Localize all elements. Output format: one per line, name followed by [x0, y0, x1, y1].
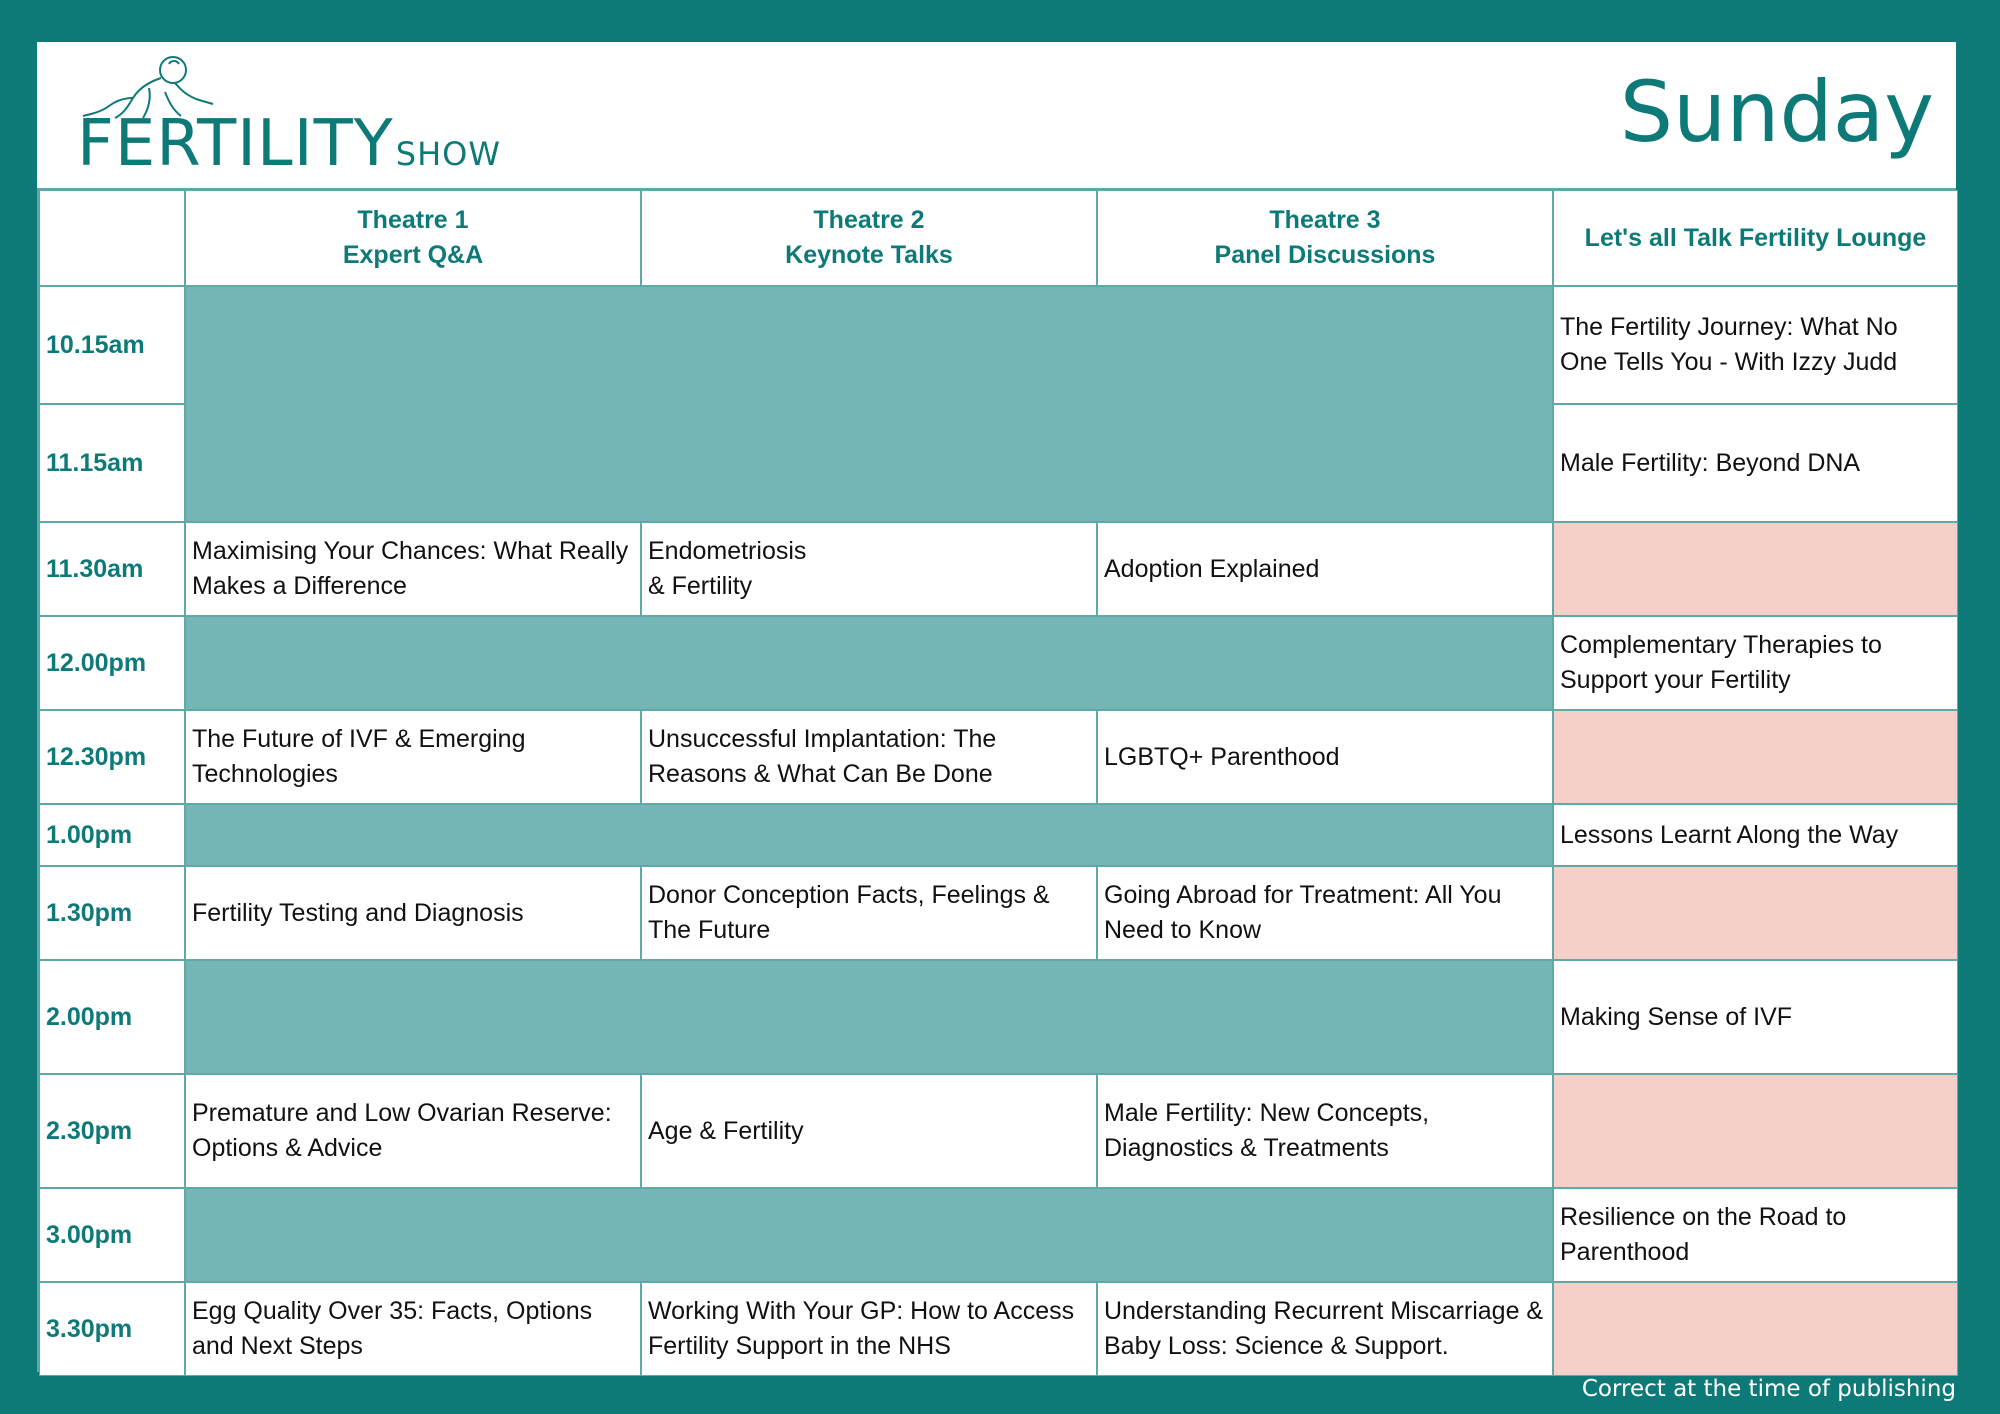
footer-note: Correct at the time of publishing: [1581, 1376, 1956, 1402]
logo-text: [77, 107, 501, 181]
schedule-table: [37, 188, 1956, 1372]
session-cell: Age & Fertility: [641, 1074, 1097, 1188]
session-cell: Adoption Explained: [1097, 522, 1553, 616]
empty-lounge-slot: [1553, 1282, 1958, 1376]
session-cell: LGBTQ+ Parenthood: [1097, 710, 1553, 804]
column-header-line1: Theatre 1: [357, 206, 469, 234]
no-sessions-block: [185, 960, 1553, 1074]
time-label: 11.15am: [39, 404, 185, 522]
time-label: 12.30pm: [39, 710, 185, 804]
column-header-theatre-2: [641, 190, 1097, 286]
column-header-lounge: Let's all Talk Fertility Lounge: [1553, 190, 1958, 286]
column-header-line2: Expert Q&A: [342, 241, 484, 269]
session-cell: Going Abroad for Treatment: All You Need to Know: [1097, 866, 1553, 960]
session-cell: The Fertility Journey: What No One Tells You - With Izzy Judd: [1553, 286, 1958, 404]
time-label: 2.30pm: [39, 1074, 185, 1188]
time-label: 12.00pm: [39, 616, 185, 710]
session-cell: Lessons Learnt Along the Way: [1553, 804, 1958, 866]
session-cell: Working With Your GP: How to Access Fertility Support in the NHS: [641, 1282, 1097, 1376]
no-sessions-block: [185, 616, 1553, 710]
session-cell: Fertility Testing and Diagnosis: [185, 866, 641, 960]
session-cell: [641, 522, 1097, 616]
session-cell: Male Fertility: Beyond DNA: [1553, 404, 1958, 522]
session-cell: Male Fertility: New Concepts, Diagnostics & Treatments: [1097, 1074, 1553, 1188]
column-header-theatre-3: [1097, 190, 1553, 286]
session-cell: Complementary Therapies to Support your Fertility: [1553, 616, 1958, 710]
session-title-line1: Endometriosis: [648, 537, 807, 565]
schedule-page: [37, 42, 1956, 1372]
session-cell: Premature and Low Ovarian Reserve: Options & Advice: [185, 1074, 641, 1188]
session-cell: Egg Quality Over 35: Facts, Options and Next Steps: [185, 1282, 641, 1376]
session-cell: Donor Conception Facts, Feelings & The Future: [641, 866, 1097, 960]
no-sessions-block: [185, 804, 1553, 866]
time-label: 3.00pm: [39, 1188, 185, 1282]
empty-lounge-slot: [1553, 1074, 1958, 1188]
fertility-show-logo: [77, 52, 501, 182]
no-sessions-block: [185, 1188, 1553, 1282]
time-label: 3.30pm: [39, 1282, 185, 1376]
column-header-line2: Panel Discussions: [1214, 241, 1436, 269]
session-cell: Resilience on the Road to Parenthood: [1553, 1188, 1958, 1282]
column-header-line2: Keynote Talks: [785, 241, 953, 269]
time-label: 1.30pm: [39, 866, 185, 960]
session-cell: Maximising Your Chances: What Really Makes a Difference: [185, 522, 641, 616]
time-label: 2.00pm: [39, 960, 185, 1074]
time-label: 10.15am: [39, 286, 185, 404]
session-cell: Making Sense of IVF: [1553, 960, 1958, 1074]
empty-lounge-slot: [1553, 522, 1958, 616]
session-cell: The Future of IVF & Emerging Technologies: [185, 710, 641, 804]
time-label: 1.00pm: [39, 804, 185, 866]
time-label: 11.30am: [39, 522, 185, 616]
column-header-line1: Theatre 2: [813, 206, 925, 234]
logo-suffix: SHOW: [395, 135, 501, 173]
session-cell: Understanding Recurrent Miscarriage & Baby Loss: Science & Support.: [1097, 1282, 1553, 1376]
no-sessions-block: [185, 286, 1553, 522]
session-cell: Unsuccessful Implantation: The Reasons & What Can Be Done: [641, 710, 1097, 804]
day-title: Sunday: [1619, 63, 1934, 161]
header: [37, 42, 1956, 188]
logo-word: FERTILITY: [77, 107, 394, 181]
corner-cell: [39, 190, 185, 286]
empty-lounge-slot: [1553, 866, 1958, 960]
empty-lounge-slot: [1553, 710, 1958, 804]
session-title-line2: & Fertility: [648, 572, 753, 600]
column-header-theatre-1: [185, 190, 641, 286]
column-header-line1: Theatre 3: [1269, 206, 1381, 234]
